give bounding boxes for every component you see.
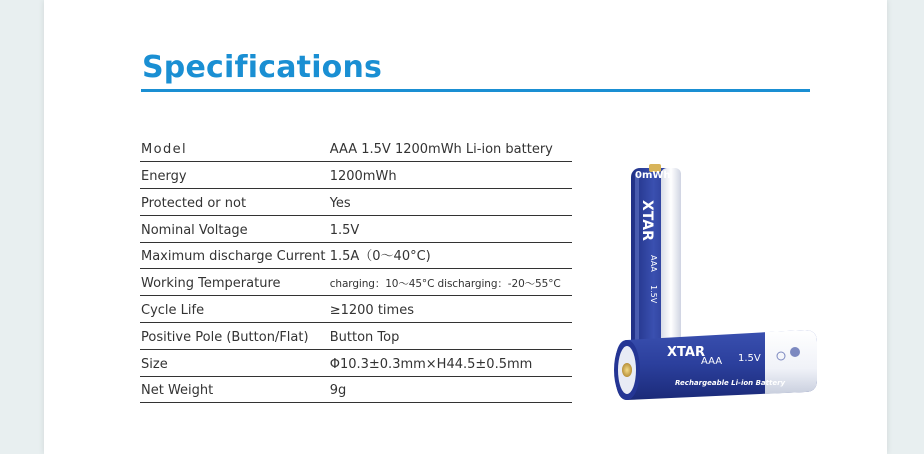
spec-row-cycle-life xyxy=(140,296,572,323)
spec-value: ≥1200 times xyxy=(329,303,414,319)
spec-row-nominal-voltage xyxy=(140,215,572,242)
spec-value: 1.5A（0～40°C) xyxy=(329,249,431,265)
spec-label: Model xyxy=(141,142,188,158)
spec-label: Working Temperature xyxy=(141,276,281,292)
spec-label: Cycle Life xyxy=(141,303,205,319)
certification-icon xyxy=(790,347,800,357)
spec-row-energy xyxy=(140,162,572,189)
product-image xyxy=(605,160,830,405)
spec-label: Size xyxy=(141,356,168,372)
spec-table xyxy=(140,135,572,403)
spec-value: 9g xyxy=(329,383,347,399)
tagline-text: Rechargeable Li-ion Battery xyxy=(675,379,786,387)
voltage-text: 1.5V xyxy=(738,353,761,364)
svg-text:AAA: AAA xyxy=(649,255,658,272)
spec-value: AAA 1.5V 1200mWh Li-ion battery xyxy=(329,142,553,158)
button-top-icon xyxy=(622,363,632,377)
spec-value: 1200mWh xyxy=(329,169,397,185)
lying-battery xyxy=(614,330,817,400)
title-underline xyxy=(141,89,810,92)
battery-illustration xyxy=(605,160,830,405)
spec-row-working-temperature xyxy=(140,269,572,296)
brand-logo-vertical: XTAR xyxy=(639,200,655,241)
spec-value: 1.5V xyxy=(329,222,360,238)
spec-label: Energy xyxy=(141,169,187,185)
size-text: AAA xyxy=(701,356,723,367)
spec-value: Yes xyxy=(329,195,351,211)
svg-text:1.5V: 1.5V xyxy=(649,285,658,304)
spec-row-max-discharge xyxy=(140,242,572,269)
spec-row-model xyxy=(140,135,572,162)
spec-value: Button Top xyxy=(329,329,400,345)
spec-row-positive-pole xyxy=(140,323,572,350)
spec-label: Maximum discharge Current xyxy=(141,249,326,265)
brand-logo: XTAR xyxy=(667,345,705,360)
spec-label: Positive Pole (Button/Flat) xyxy=(141,329,309,345)
capacity-text: 0mWh xyxy=(635,170,671,181)
spec-value: Φ10.3±0.3mm×H44.5±0.5mm xyxy=(329,356,533,372)
spec-row-net-weight xyxy=(140,376,572,403)
spec-label: Net Weight xyxy=(141,383,214,399)
spec-row-size xyxy=(140,349,572,376)
section-title: Specifications xyxy=(142,50,383,85)
spec-row-protected xyxy=(140,189,572,216)
spec-label: Protected or not xyxy=(141,195,247,211)
spec-value: charging：10～45°C discharging：-20～55°C xyxy=(329,278,561,291)
spec-label: Nominal Voltage xyxy=(141,222,248,238)
